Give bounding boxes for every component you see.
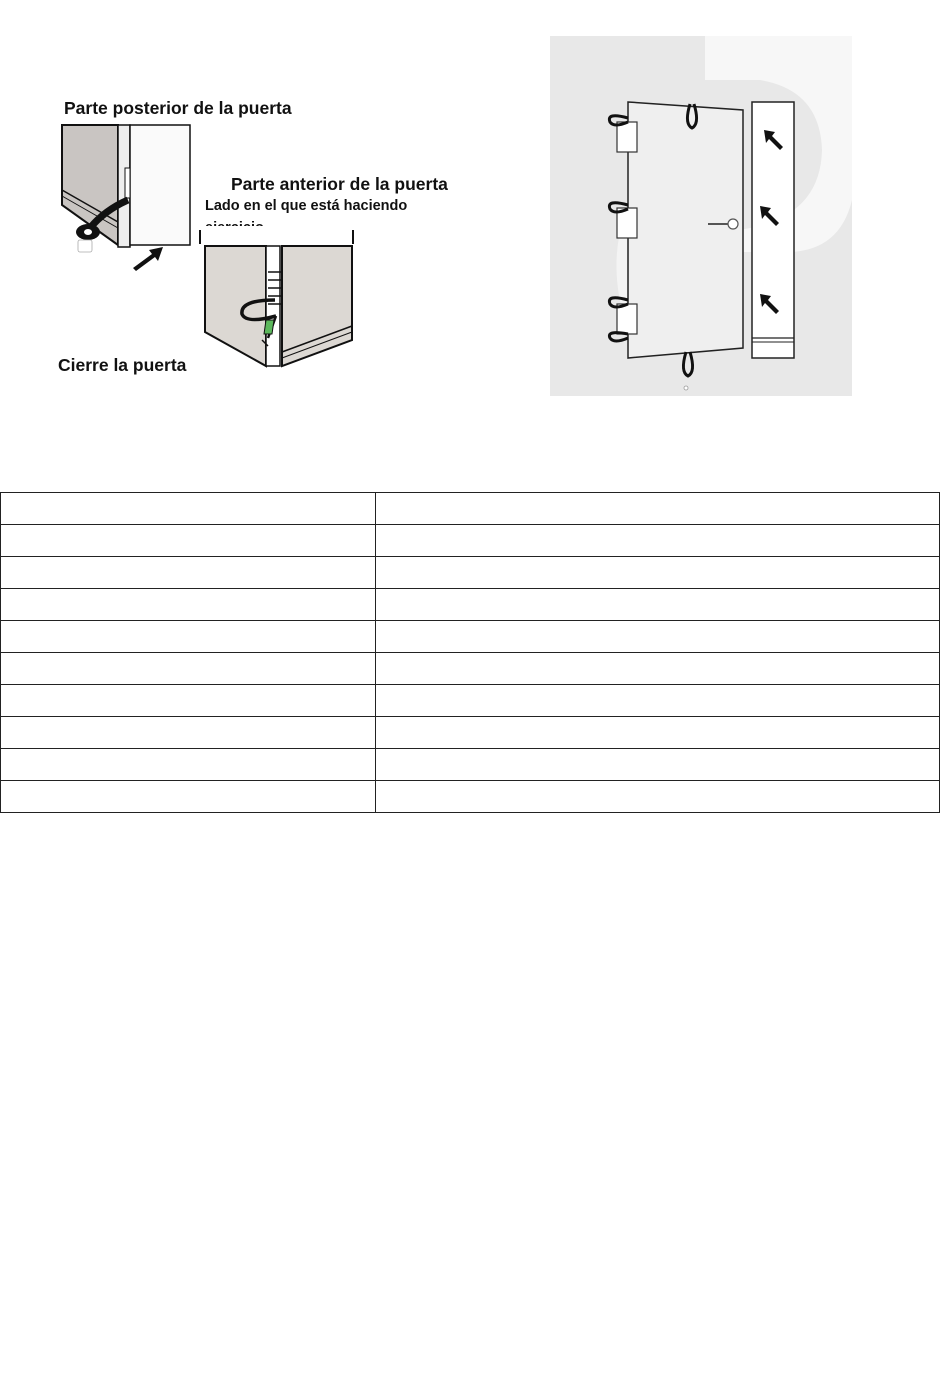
table-cell [1,493,376,525]
table-row [1,685,940,717]
anchor-tab-front [264,320,274,334]
table-cell [1,685,376,717]
table-row [1,749,940,781]
close-door-arrow [133,247,163,271]
table-cell [1,525,376,557]
label-exercise-side-line1: Lado en el que está haciendo [205,198,408,214]
door-knob [728,219,738,229]
table-cell [1,557,376,589]
table-row [1,653,940,685]
table-cell [376,621,940,653]
specification-table [0,492,940,813]
label-back-of-door: Parte posterior de la puerta [64,98,292,118]
table-cell [376,525,940,557]
front-door-white-top [200,226,355,246]
front-door-frame [266,246,280,366]
table-row [1,621,940,653]
table-row [1,589,940,621]
table-row [1,557,940,589]
hinge-top [617,122,637,152]
table-row [1,717,940,749]
table-cell [1,589,376,621]
table-cell [1,749,376,781]
door-anchor-illustration [55,95,505,385]
table-cell [376,557,940,589]
table-cell [376,781,940,813]
table-row [1,781,940,813]
label-close-door: Cierre la puerta [58,355,187,375]
table-row [1,493,940,525]
front-door-wall [205,246,266,366]
hinge-bottom [617,304,637,334]
table-cell [376,685,940,717]
table-cell [376,717,940,749]
table-cell [1,653,376,685]
label-front-of-door: Parte anterior de la puerta [231,174,448,194]
door-anchor-positions-figure [550,36,852,396]
door-leaf [628,102,743,358]
table-cell [376,589,940,621]
table-cell [1,781,376,813]
table-cell [376,653,940,685]
table-cell [1,621,376,653]
table-cell [376,493,940,525]
table-row [1,525,940,557]
table-cell [376,749,940,781]
table-cell [1,717,376,749]
back-door-leaf [130,125,190,245]
